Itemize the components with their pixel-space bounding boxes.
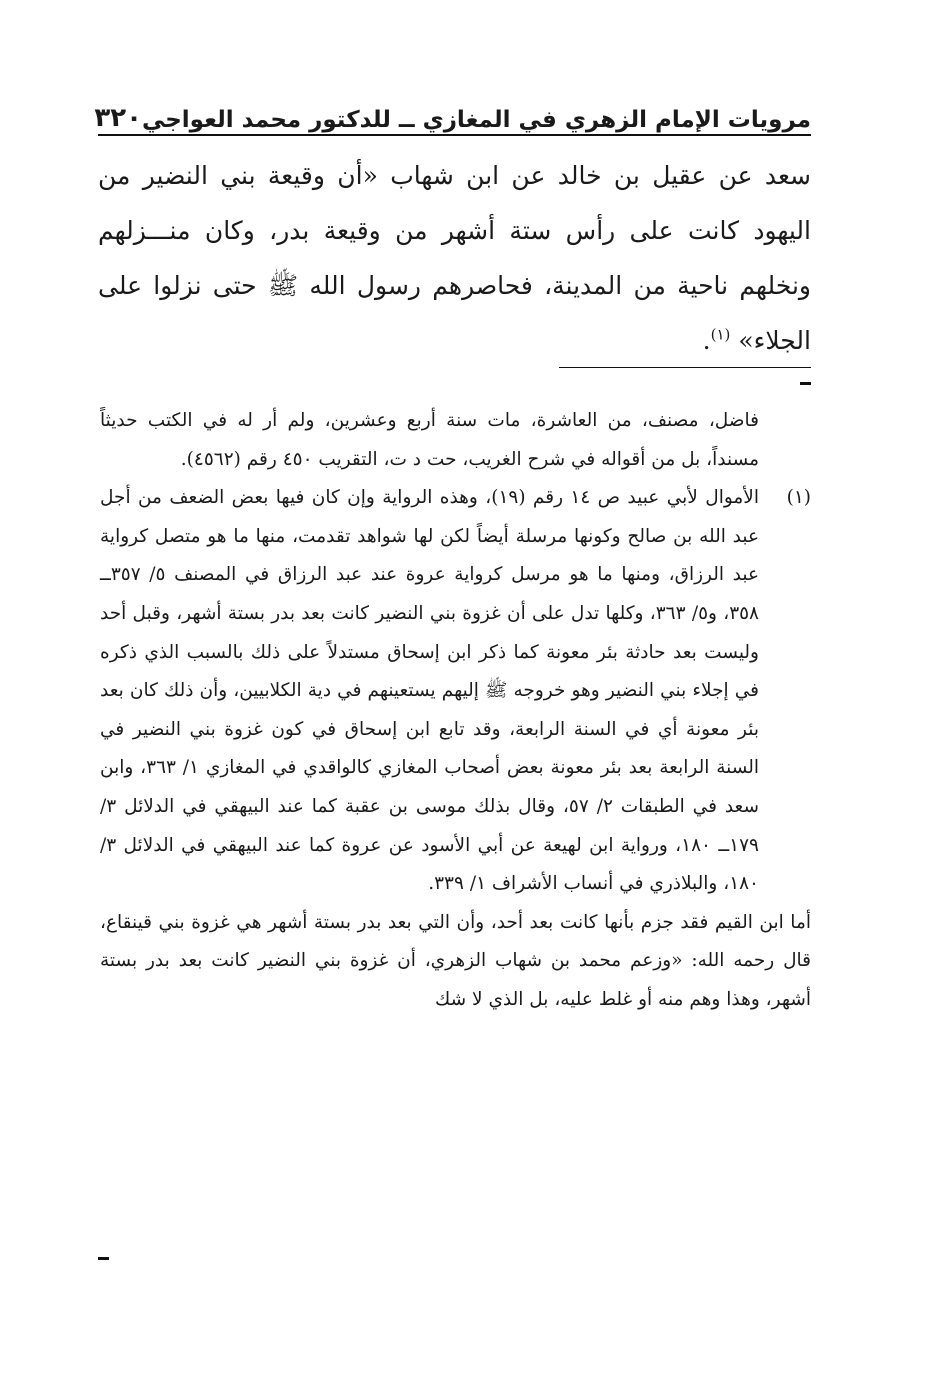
- footnotes-area: [100, 402, 811, 1020]
- header-title: مرويات الإمام الزهري في المغازي ــ للدكتور محمد العواجي: [141, 107, 811, 133]
- continuation-mark-top: [800, 382, 811, 385]
- footnote-1: [100, 479, 811, 904]
- footnote-1-number: (١): [786, 487, 811, 509]
- main-paragraph: [98, 148, 811, 368]
- running-header: [94, 93, 811, 133]
- main-paragraph-text: سعد عن عقيل بن خالد عن ابن شهاب «أن وقيعة بني النضير من اليهود كانت على رأس ستة أشهر من وقيعة بدر، وكان منـــزلهم ونخلهم ناحية من المدينة، فحاصرهم رسول الله ﷺ حتى نزلوا على الجلاء»: [98, 161, 811, 355]
- footnote-1-text: الأموال لأبي عبيد ص ١٤ رقم (١٩)، وهذه الرواية وإن كان فيها بعض الضعف من أجل عبد الله بن صالح وكونها مرسلة أيضاً لكن لها شواهد تقدمت، منها ما هو متصل كرواية عبد الرزاق، ومنها ما هو مرسل كرواية عروة عند عبد الرزاق في المصنف ٥/ ٣٥٧ــ ٣٥٨، و٥/ ٣٦٣، وكلها تدل على أن غزوة بني النضير كانت بعد بدر بستة أشهر، وقبل أحد وليست بعد حادثة بئر معونة كما ذكر ابن إسحاق مستدلاً على ذلك بالسبب الذي ذكره في إجلاء بني النضير وهو خروجه ﷺ إليهم يستعينهم في دية الكلابيين، وأن ذلك كان بعد بئر معونة أي في السنة الرابعة، وقد تابع ابن إسحاق في كون غزوة بني النضير في السنة الرابعة بعد بئر معونة بعض أصحاب المغازي كالواقدي في المغازي ١/ ٣٦٣، وابن سعد في الطبقات ٢/ ٥٧، وقال بذلك موسى بن عقبة كما عند البيهقي في الدلائل ٣/ ١٧٩ــ ١٨٠، ورواية ابن لهيعة عن أبي الأسود عن عروة كما عند البيهقي في الدلائل ٣/ ١٨٠، والبلاذري في أنساب الأشراف ١/ ٣٣٩.: [100, 487, 759, 895]
- main-paragraph-end: .: [702, 326, 711, 355]
- footnote-continuation: فاضل، مصنف، من العاشرة، مات سنة أربع وعشرين، ولم أر له في الكتب حديثاً مسنداً، بل من أقواله في شرح الغريب، حت د ت، التقريب ٤٥٠ رقم (٤٥٦٢).: [100, 410, 759, 470]
- page-number: ٣٢٠: [94, 103, 142, 133]
- footnote-reference: (١): [710, 325, 731, 344]
- continuation-mark-bottom: [98, 1257, 109, 1260]
- main-text: [98, 148, 811, 368]
- header-rule: [98, 134, 811, 136]
- footnote-1-tail: أما ابن القيم فقد جزم بأنها كانت بعد أحد، وأن التي بعد بدر بستة أشهر هي غزوة بني قينقاع، قال رحمه الله: «وزعم محمد بن شهاب الزهري، أن غزوة بني النضير كانت بعد بدر بستة أشهر، وهذا وهم منه أو غلط عليه، بل الذي لا شك: [100, 911, 811, 1010]
- footnote-separator: [559, 367, 811, 368]
